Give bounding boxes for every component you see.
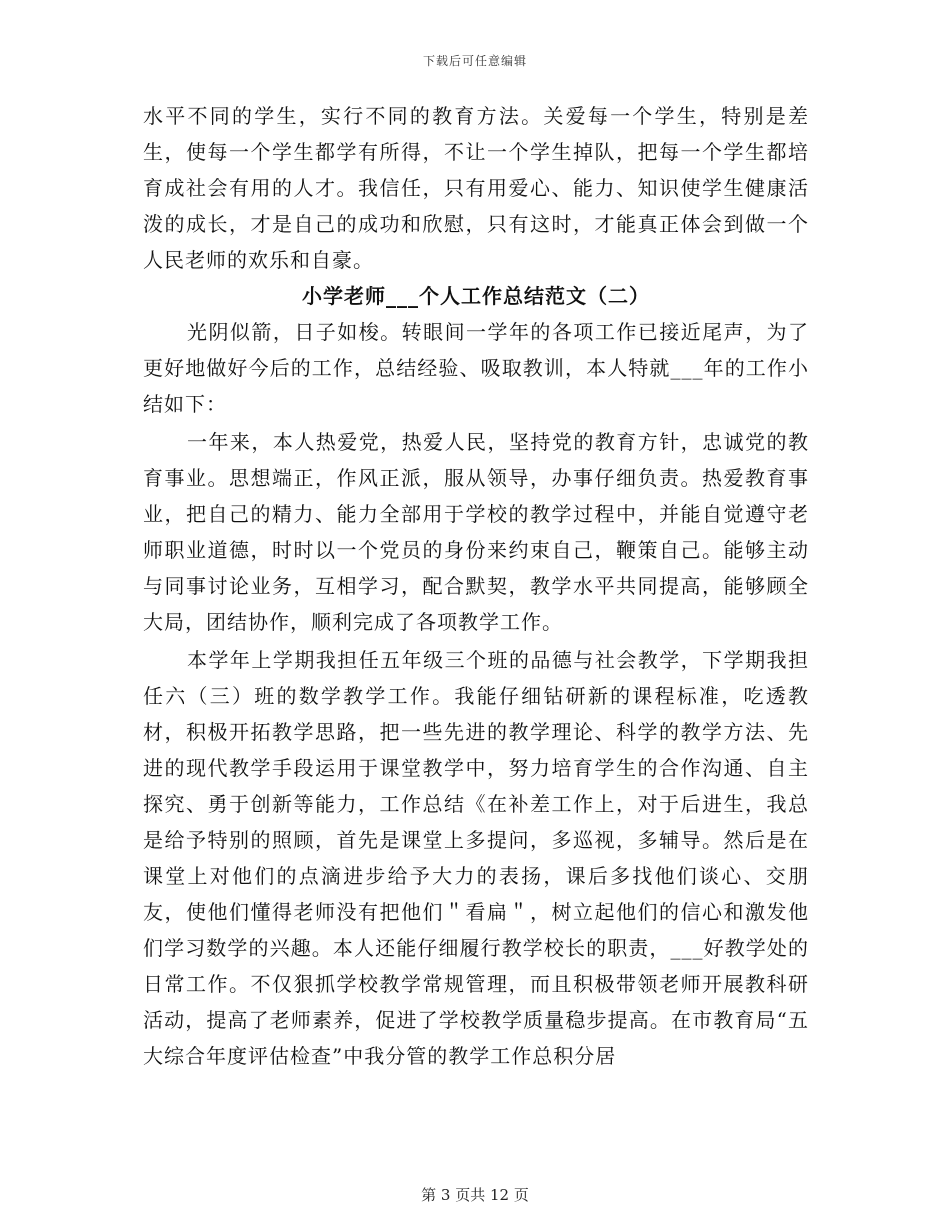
document-body: [143, 98, 809, 1074]
page-number: 第 3 页共 12 页: [421, 1186, 529, 1204]
page-header: 下载后可任意编辑: [422, 54, 527, 68]
section-heading: 小学老师___个人工作总结范文（二）: [302, 284, 650, 308]
paragraph-conduct: 一年来，本人热爱党，热爱人民，坚持党的教育方针，忠诚党的教育事业。思想端正，作风正派，服从领导，办事仔细负责。热爱教育事业，把自己的精力、能力全部用于学校的教学过程中，并能自觉遵守老师职业道德，时时以一个党员的身份来约束自己，鞭策自己。能够主动与同事讨论业务，互相学习，配合默契，教学水平共同提高，能够顾全大局，团结协作，顺利完成了各项教学工作。: [143, 430, 809, 634]
paragraph-intro: 光阴似箭，日子如梭。转眼间一学年的各项工作已接近尾声，为了更好地做好今后的工作，总结经验、吸取教训，本人特就___年的工作小结如下：: [143, 320, 809, 416]
paragraph-teaching: 本学年上学期我担任五年级三个班的品德与社会教学，下学期我担任六（三）班的数学教学工作。我能仔细钻研新的课程标准，吃透教材，积极开拓教学思路，把一些先进的教学理论、科学的教学方法、先进的现代教学手段运用于课堂教学中，努力培育学生的合作沟通、自主探究、勇于创新等能力，工作总结《在补差工作上，对于后进生，我总是给予特别的照顾，首先是课堂上多提问，多巡视，多辅导。然后是在课堂上对他们的点滴进步给予大力的表扬，课后多找他们谈心、交朋友，使他们懂得老师没有把他们＂看扁＂，树立起他们的信心和激发他们学习数学的兴趣。本人还能仔细履行教学校长的职责，___好教学处的日常工作。不仅狠抓学校教学常规管理，而且积极带领老师开展教科研活动，提高了老师素养，促进了学校教学质量稳步提高。在市教育局“五大综合年度评估检查”中我分管的教学工作总积分居: [143, 648, 809, 1068]
paragraph-continued: 水平不同的学生，实行不同的教育方法。关爱每一个学生，特别是差生，使每一个学生都学有所得，不让一个学生掉队，把每一个学生都培育成社会有用的人才。我信任，只有用爱心、能力、知识使学生健康活泼的成长，才是自己的成功和欣慰，只有这时，才能真正体会到做一个人民老师的欢乐和自豪。: [143, 104, 809, 272]
